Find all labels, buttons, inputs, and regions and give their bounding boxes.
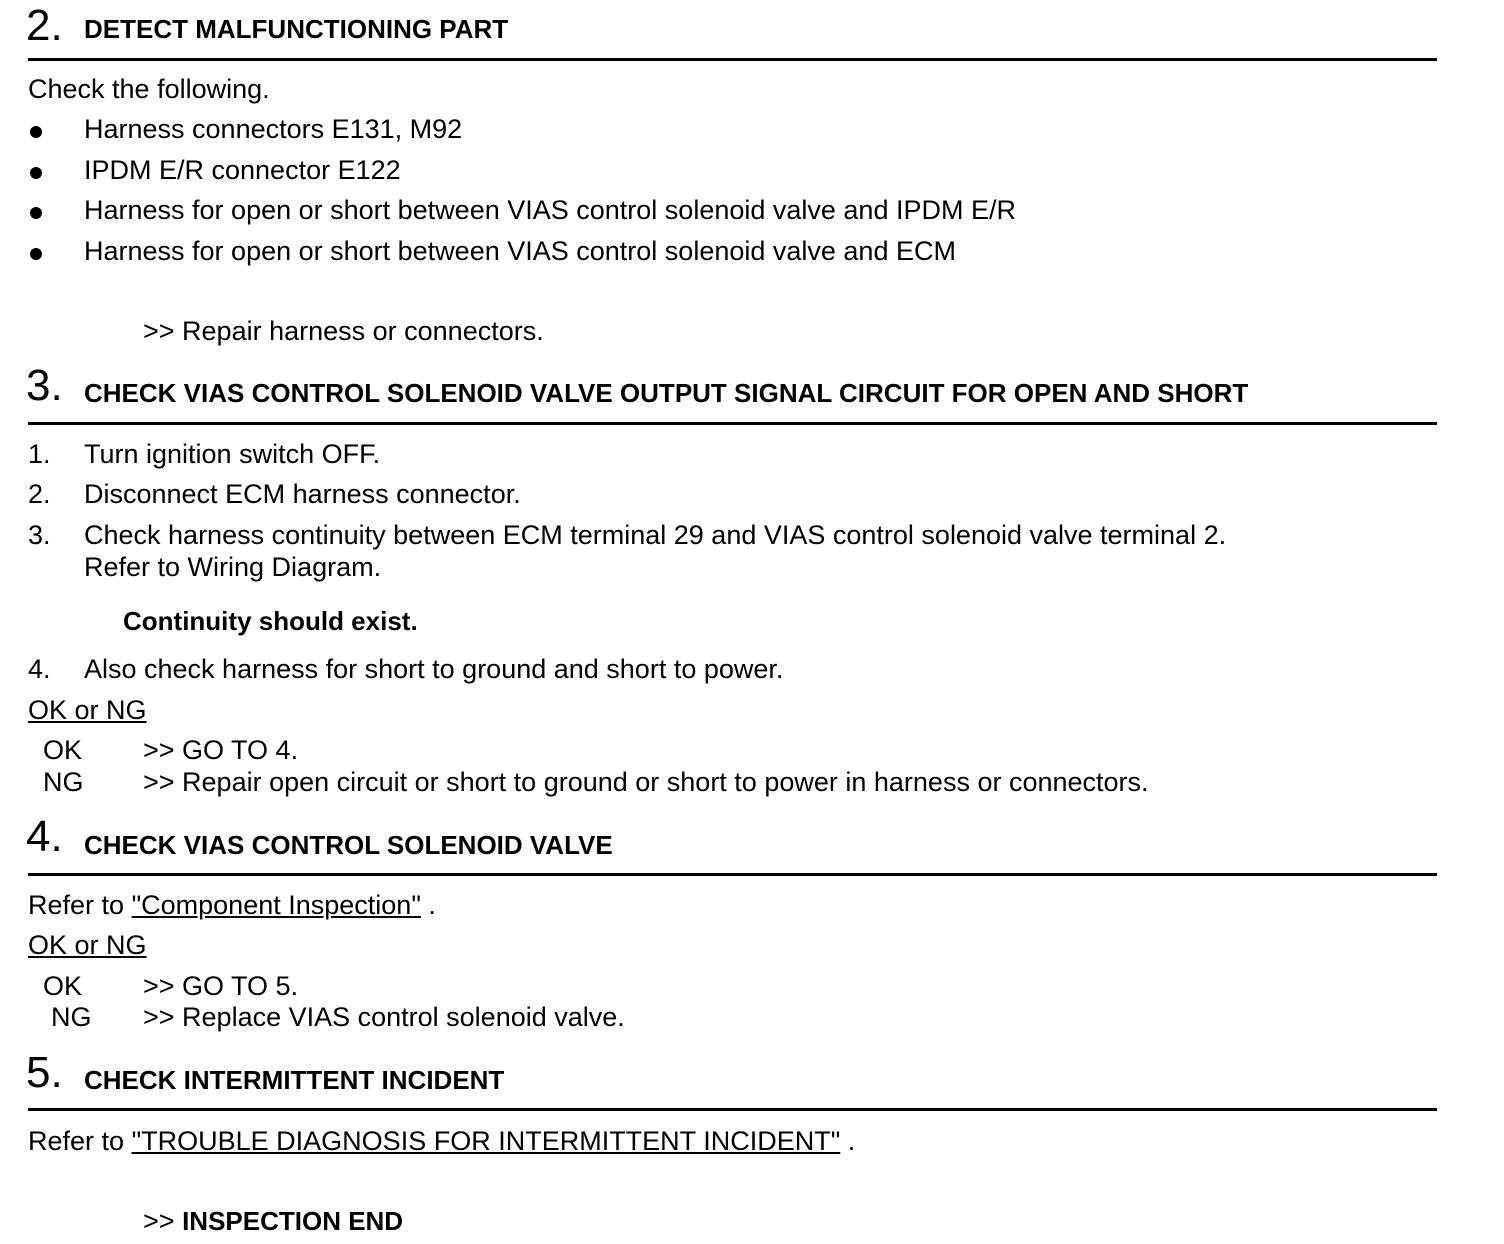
step-3-item-2-text: Disconnect ECM harness connector. [84,479,521,509]
step-5-refer-line [28,1126,855,1156]
step-4-ng-label: NG [51,1002,92,1032]
step-4-divider [28,873,1437,876]
step-2-bullet-3: Harness for open or short between VIAS control solenoid valve and IPDM E/R [84,195,1016,225]
step-2-bullet-1: Harness connectors E131, M92 [84,114,463,144]
step-4-refer-line [28,890,436,920]
step-3-title: CHECK VIAS CONTROL SOLENOID VALVE OUTPUT SIGNAL CIRCUIT FOR OPEN AND SHORT [84,378,1249,408]
step-3-okng-label: OK or NG [28,695,147,725]
step-5-refer-suffix: . [847,1126,856,1156]
step-5-end-text: INSPECTION END [182,1206,404,1236]
step-4-number: 4. [26,812,63,861]
step-4-okng-label: OK or NG [28,930,147,960]
step-3-item-3-reference: Refer to Wiring Diagram. [84,552,382,582]
step-3-ng-label: NG [43,767,84,797]
step-4-refer-prefix: Refer to [28,890,125,920]
step-3-item-4-text: Also check harness for short to ground and short to power. [84,654,784,684]
step-4-refer-suffix: . [428,890,436,920]
bullet-dot-icon [30,207,42,219]
step-5-title: CHECK INTERMITTENT INCIDENT [84,1065,505,1095]
step-3-item-1-number: 1. [28,439,51,469]
step-3-ng-action: >> Repair open circuit or short to ground or short to power in harness or connectors. [143,767,1149,797]
step-2-divider [28,58,1437,61]
bullet-dot-icon [30,248,42,260]
step-3-ok-action: >> GO TO 4. [143,735,299,765]
step-2-bullet-4: Harness for open or short between VIAS control solenoid valve and ECM [84,236,956,266]
step-3-spec: Continuity should exist. [123,606,418,636]
step-4-ng-action: >> Replace VIAS control solenoid valve. [143,1002,625,1032]
step-4-ok-label: OK [43,971,83,1001]
step-2-intro: Check the following. [28,74,270,104]
step-5-divider [28,1108,1437,1111]
step-5-number: 5. [26,1048,63,1097]
step-5-refer-prefix: Refer to [28,1126,125,1156]
step-3-item-4-number: 4. [28,654,51,684]
step-3-item-2-number: 2. [28,479,51,509]
step-3-divider [28,422,1437,425]
trouble-diagnosis-intermittent-link[interactable]: "TROUBLE DIAGNOSIS FOR INTERMITTENT INCIDENT" [131,1126,841,1156]
step-2-bullet-2: IPDM E/R connector E122 [84,155,401,185]
bullet-dot-icon [30,167,42,179]
component-inspection-link[interactable]: "Component Inspection" [131,890,421,920]
step-5-end-prefix: >> [143,1206,175,1236]
step-4-ok-action: >> GO TO 5. [143,971,299,1001]
step-4-title: CHECK VIAS CONTROL SOLENOID VALVE [84,830,613,860]
bullet-dot-icon [30,126,42,138]
step-2-result: >> Repair harness or connectors. [143,316,544,346]
step-3-item-1-text: Turn ignition switch OFF. [84,439,381,469]
step-3-number: 3. [26,361,63,410]
step-3-item-3-number: 3. [28,520,51,550]
step-3-item-3-text: Check harness continuity between ECM terminal 29 and VIAS control solenoid valve terminal 2. [84,520,1227,550]
step-2-title: DETECT MALFUNCTIONING PART [84,14,509,44]
step-5-end-line [143,1206,403,1236]
step-3-ok-label: OK [43,735,83,765]
step-2-number: 2. [26,1,63,50]
